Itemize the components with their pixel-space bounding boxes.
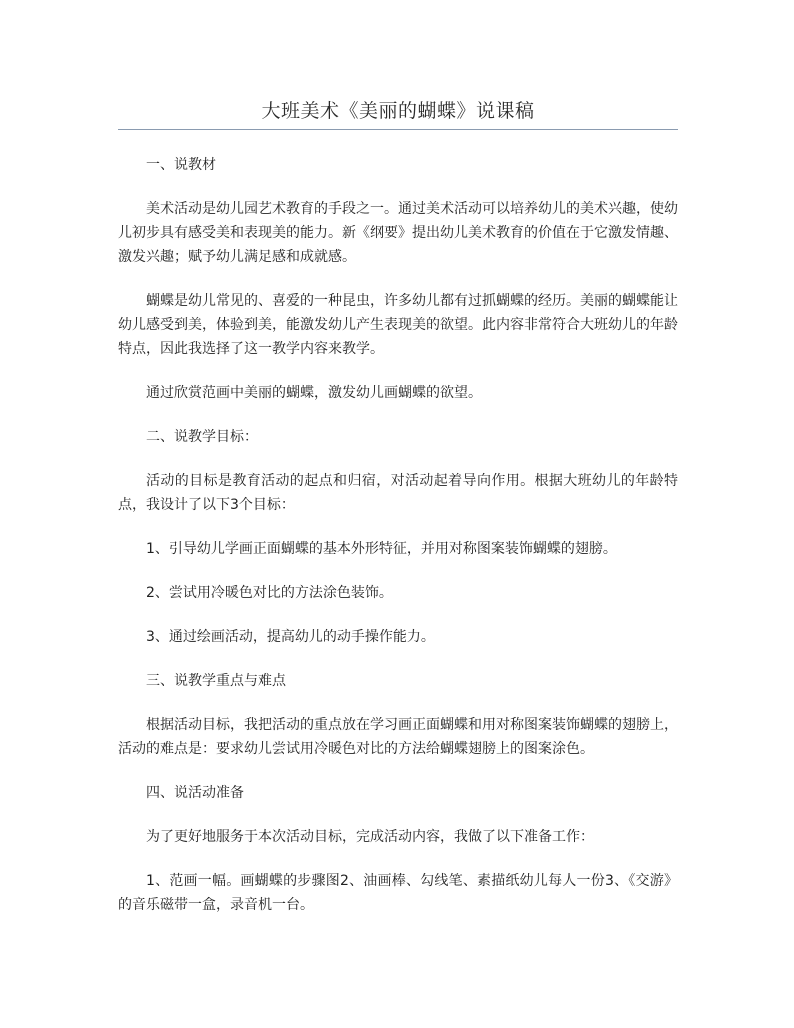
paragraph: 1、范画一幅。画蝴蝶的步骤图2、油画棒、勾线笔、素描纸幼儿每人一份3、《交游》的音乐磁带一盒，录音机一台。 [118, 873, 678, 913]
list-item: 1、引导幼儿学画正面蝴蝶的基本外形特征，并用对称图案装饰蝴蝶的翅膀。 [146, 541, 617, 557]
paragraph: 通过欣赏范画中美丽的蝴蝶，激发幼儿画蝴蝶的欲望。 [146, 385, 482, 401]
list-item: 2、尝试用冷暖色对比的方法涂色装饰。 [146, 585, 393, 601]
document-title: 大班美术《美丽的蝴蝶》说课稿 [261, 100, 535, 122]
section-heading-focus: 三、说教学重点与难点 [146, 673, 286, 689]
section-heading-preparation: 四、说活动准备 [146, 785, 244, 801]
paragraph: 活动的目标是教育活动的起点和归宿，对活动起着导向作用。根据大班幼儿的年龄特点，我设计了以下3个目标： [118, 473, 678, 513]
section-heading-materials: 一、说教材 [146, 157, 216, 173]
list-item: 3、通过绘画活动，提高幼儿的动手操作能力。 [146, 629, 435, 645]
paragraph: 蝴蝶是幼儿常见的、喜爱的一种昆虫，许多幼儿都有过抓蝴蝶的经历。美丽的蝴蝶能让幼儿感受到美，体验到美，能激发幼儿产生表现美的欲望。此内容非常符合大班幼儿的年龄特点，因此我选择了这一教学内容来教学。 [118, 293, 678, 357]
paragraph: 为了更好地服务于本次活动目标，完成活动内容，我做了以下准备工作： [146, 829, 594, 845]
paragraph: 美术活动是幼儿园艺术教育的手段之一。通过美术活动可以培养幼儿的美术兴趣，使幼儿初步具有感受美和表现美的能力。新《纲要》提出幼儿美术教育的价值在于它激发情趣、激发兴趣；赋予幼儿满足感和成就感。 [118, 201, 678, 265]
section-heading-goals: 二、说教学目标： [146, 429, 258, 445]
title-divider [118, 129, 678, 130]
document-body [118, 153, 678, 937]
paragraph: 根据活动目标，我把活动的重点放在学习画正面蝴蝶和用对称图案装饰蝴蝶的翅膀上，活动的难点是：要求幼儿尝试用冷暖色对比的方法给蝴蝶翅膀上的图案涂色。 [118, 717, 678, 757]
